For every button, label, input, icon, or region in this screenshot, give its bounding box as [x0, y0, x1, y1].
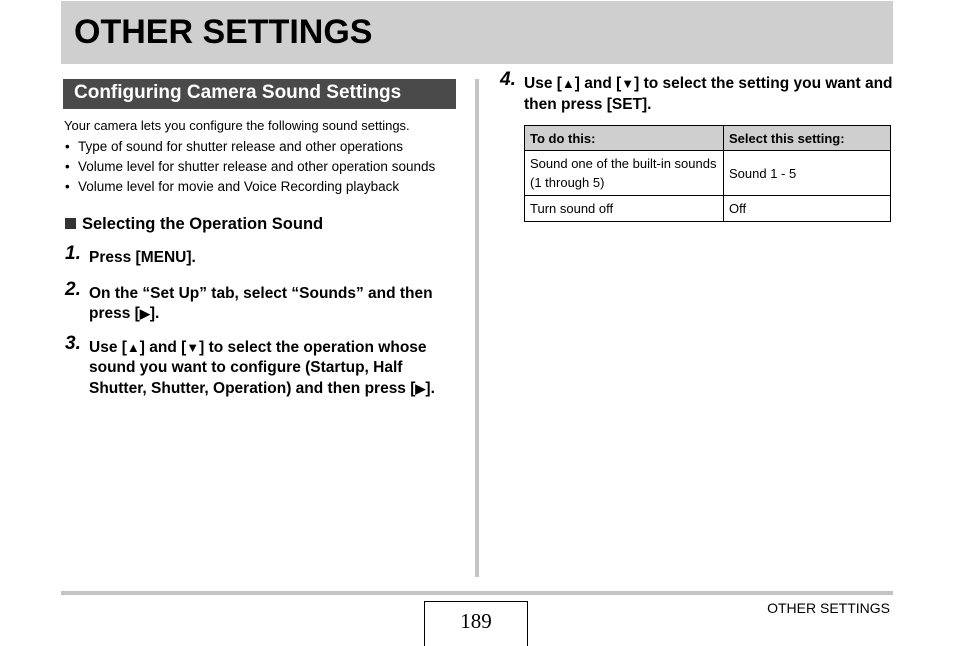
right-column: [498, 69, 893, 216]
subheading: Selecting the Operation Sound: [65, 215, 458, 234]
left-column: [63, 79, 458, 399]
step-number: 2.: [65, 278, 81, 300]
step-number: 1.: [65, 243, 81, 264]
page-number: 189: [424, 601, 528, 646]
settings-table: [524, 125, 891, 222]
table-header: To do this:: [525, 126, 724, 151]
step-3: 3. Use [▲] and [▼] to select the operation whose sound you want to configure (Startup, Half Shutter, Shutter, Operation) and then press [▶].: [65, 332, 435, 397]
up-arrow-icon: ▲: [126, 339, 140, 355]
down-arrow-icon: ▼: [186, 339, 200, 355]
header-bar: [61, 1, 893, 64]
footer-section-label: OTHER SETTINGS: [767, 600, 890, 616]
page-title: OTHER SETTINGS: [74, 13, 373, 51]
step-text: Press [MENU].: [89, 249, 196, 266]
bullet-icon: •: [65, 179, 70, 194]
step-4: 4. Use [▲] and [▼] to select the setting you want and then press [SET].: [500, 69, 893, 113]
list-item: • Volume level for movie and Voice Recording playback: [65, 179, 400, 194]
step-1: [63, 243, 458, 269]
bullet-icon: •: [65, 159, 70, 174]
table-cell: Sound 1 - 5: [724, 151, 891, 196]
table-header-row: [525, 126, 891, 151]
table-row: [525, 196, 891, 222]
table-cell: Turn sound off: [525, 196, 724, 222]
list-item: • Type of sound for shutter release and other operations: [65, 139, 403, 154]
step-2: 2. On the “Set Up” tab, select “Sounds” and then press [▶].: [65, 278, 433, 322]
up-arrow-icon: ▲: [561, 76, 575, 91]
section-title: Configuring Camera Sound Settings: [63, 79, 456, 109]
intro-text: Your camera lets you configure the following sound settings.: [64, 118, 410, 133]
sound-settings-list: [63, 139, 458, 194]
table-row: [525, 151, 891, 196]
right-arrow-icon: ▶: [139, 306, 150, 321]
square-bullet-icon: [65, 218, 76, 229]
list-item: • Volume level for shutter release and other operation sounds: [65, 159, 436, 174]
right-arrow-icon: ▶: [415, 380, 426, 396]
table-header: Select this setting:: [724, 126, 891, 151]
step-number: 4.: [500, 69, 516, 90]
column-divider: [475, 79, 479, 577]
footer-divider: [61, 591, 893, 595]
table-cell: Off: [724, 196, 891, 222]
step-number: 3.: [65, 332, 81, 354]
bullet-icon: •: [65, 139, 70, 154]
table-cell: Sound one of the built-in sounds (1 through 5): [525, 151, 724, 196]
down-arrow-icon: ▼: [621, 76, 635, 91]
